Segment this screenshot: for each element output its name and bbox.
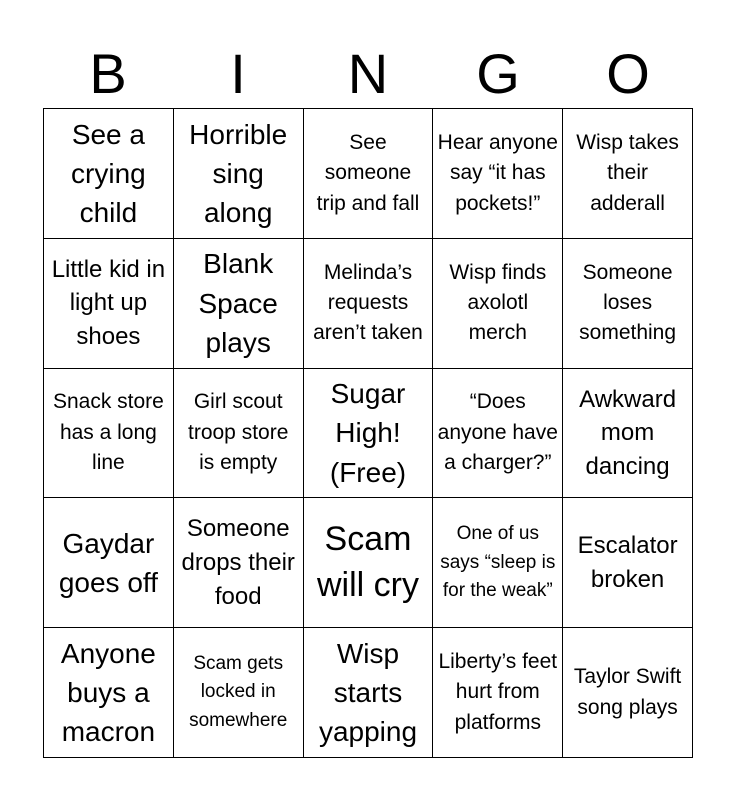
bingo-grid: [43, 108, 693, 758]
cell-text: Wisp finds axolotl merch: [449, 260, 547, 345]
bingo-cell[interactable]: [563, 109, 693, 239]
cell-text: Scam will cry: [317, 519, 419, 604]
cell-text: Awkward mom dancing: [579, 385, 677, 480]
bingo-cell[interactable]: [44, 498, 174, 628]
bingo-cell[interactable]: [563, 628, 693, 758]
cell-text: Girl scout troop store is empty: [188, 390, 289, 475]
bingo-cell[interactable]: [174, 498, 304, 628]
bingo-cell[interactable]: [304, 239, 434, 369]
bingo-cell[interactable]: [174, 109, 304, 239]
bingo-header: [43, 40, 693, 108]
bingo-cell[interactable]: [44, 109, 174, 239]
cell-text: Someone loses something: [579, 260, 677, 345]
bingo-cell[interactable]: [304, 628, 434, 758]
bingo-cell[interactable]: [433, 498, 563, 628]
bingo-cell[interactable]: [174, 239, 304, 369]
cell-text: Liberty’s feet hurt from platforms: [438, 649, 558, 734]
cell-text: Wisp takes their adderall: [576, 130, 679, 215]
bingo-cell[interactable]: [433, 369, 563, 499]
bingo-cell[interactable]: [433, 239, 563, 369]
cell-text: Horrible sing along: [189, 118, 288, 228]
cell-text: One of us says “sleep is for the weak”: [440, 523, 556, 602]
cell-text: Blank Space plays: [198, 248, 278, 358]
bingo-cell[interactable]: [304, 109, 434, 239]
cell-text: Anyone buys a macron: [60, 637, 156, 748]
bingo-cell[interactable]: [304, 498, 434, 628]
cell-text: Someone drops their food: [181, 515, 295, 610]
free-space-cell[interactable]: [304, 369, 434, 499]
cell-text: Melinda’s requests aren’t taken: [313, 260, 423, 345]
header-letter-g: G: [476, 42, 520, 105]
bingo-cell[interactable]: [433, 109, 563, 239]
cell-text: Wisp starts yapping: [318, 637, 418, 748]
bingo-cell[interactable]: [44, 239, 174, 369]
cell-text: Hear anyone say “it has pockets!”: [437, 130, 558, 215]
bingo-cell[interactable]: [44, 369, 174, 499]
cell-text: Little kid in light up shoes: [51, 255, 166, 350]
cell-text: Gaydar goes off: [58, 527, 158, 598]
bingo-cell[interactable]: [174, 628, 304, 758]
cell-text: Taylor Swift song plays: [573, 665, 682, 719]
bingo-cell[interactable]: [563, 498, 693, 628]
bingo-cell[interactable]: [563, 369, 693, 499]
cell-text: Escalator broken: [577, 532, 678, 593]
header-letter-n: N: [347, 42, 389, 105]
bingo-cell[interactable]: [44, 628, 174, 758]
header-letter-b: B: [89, 42, 127, 105]
cell-text: Snack store has a long line: [52, 390, 164, 475]
bingo-cell[interactable]: [563, 239, 693, 369]
header-letter-o: O: [606, 42, 650, 105]
cell-text: See a crying child: [71, 118, 146, 228]
cell-text: “Does anyone have a charger?”: [437, 390, 558, 475]
cell-text: See someone trip and fall: [316, 130, 420, 215]
bingo-cell[interactable]: [433, 628, 563, 758]
cell-text: Scam gets locked in somewhere: [189, 652, 288, 731]
cell-text: Sugar High! (Free): [329, 378, 407, 488]
bingo-cell[interactable]: [174, 369, 304, 499]
header-letter-i: I: [230, 42, 246, 105]
